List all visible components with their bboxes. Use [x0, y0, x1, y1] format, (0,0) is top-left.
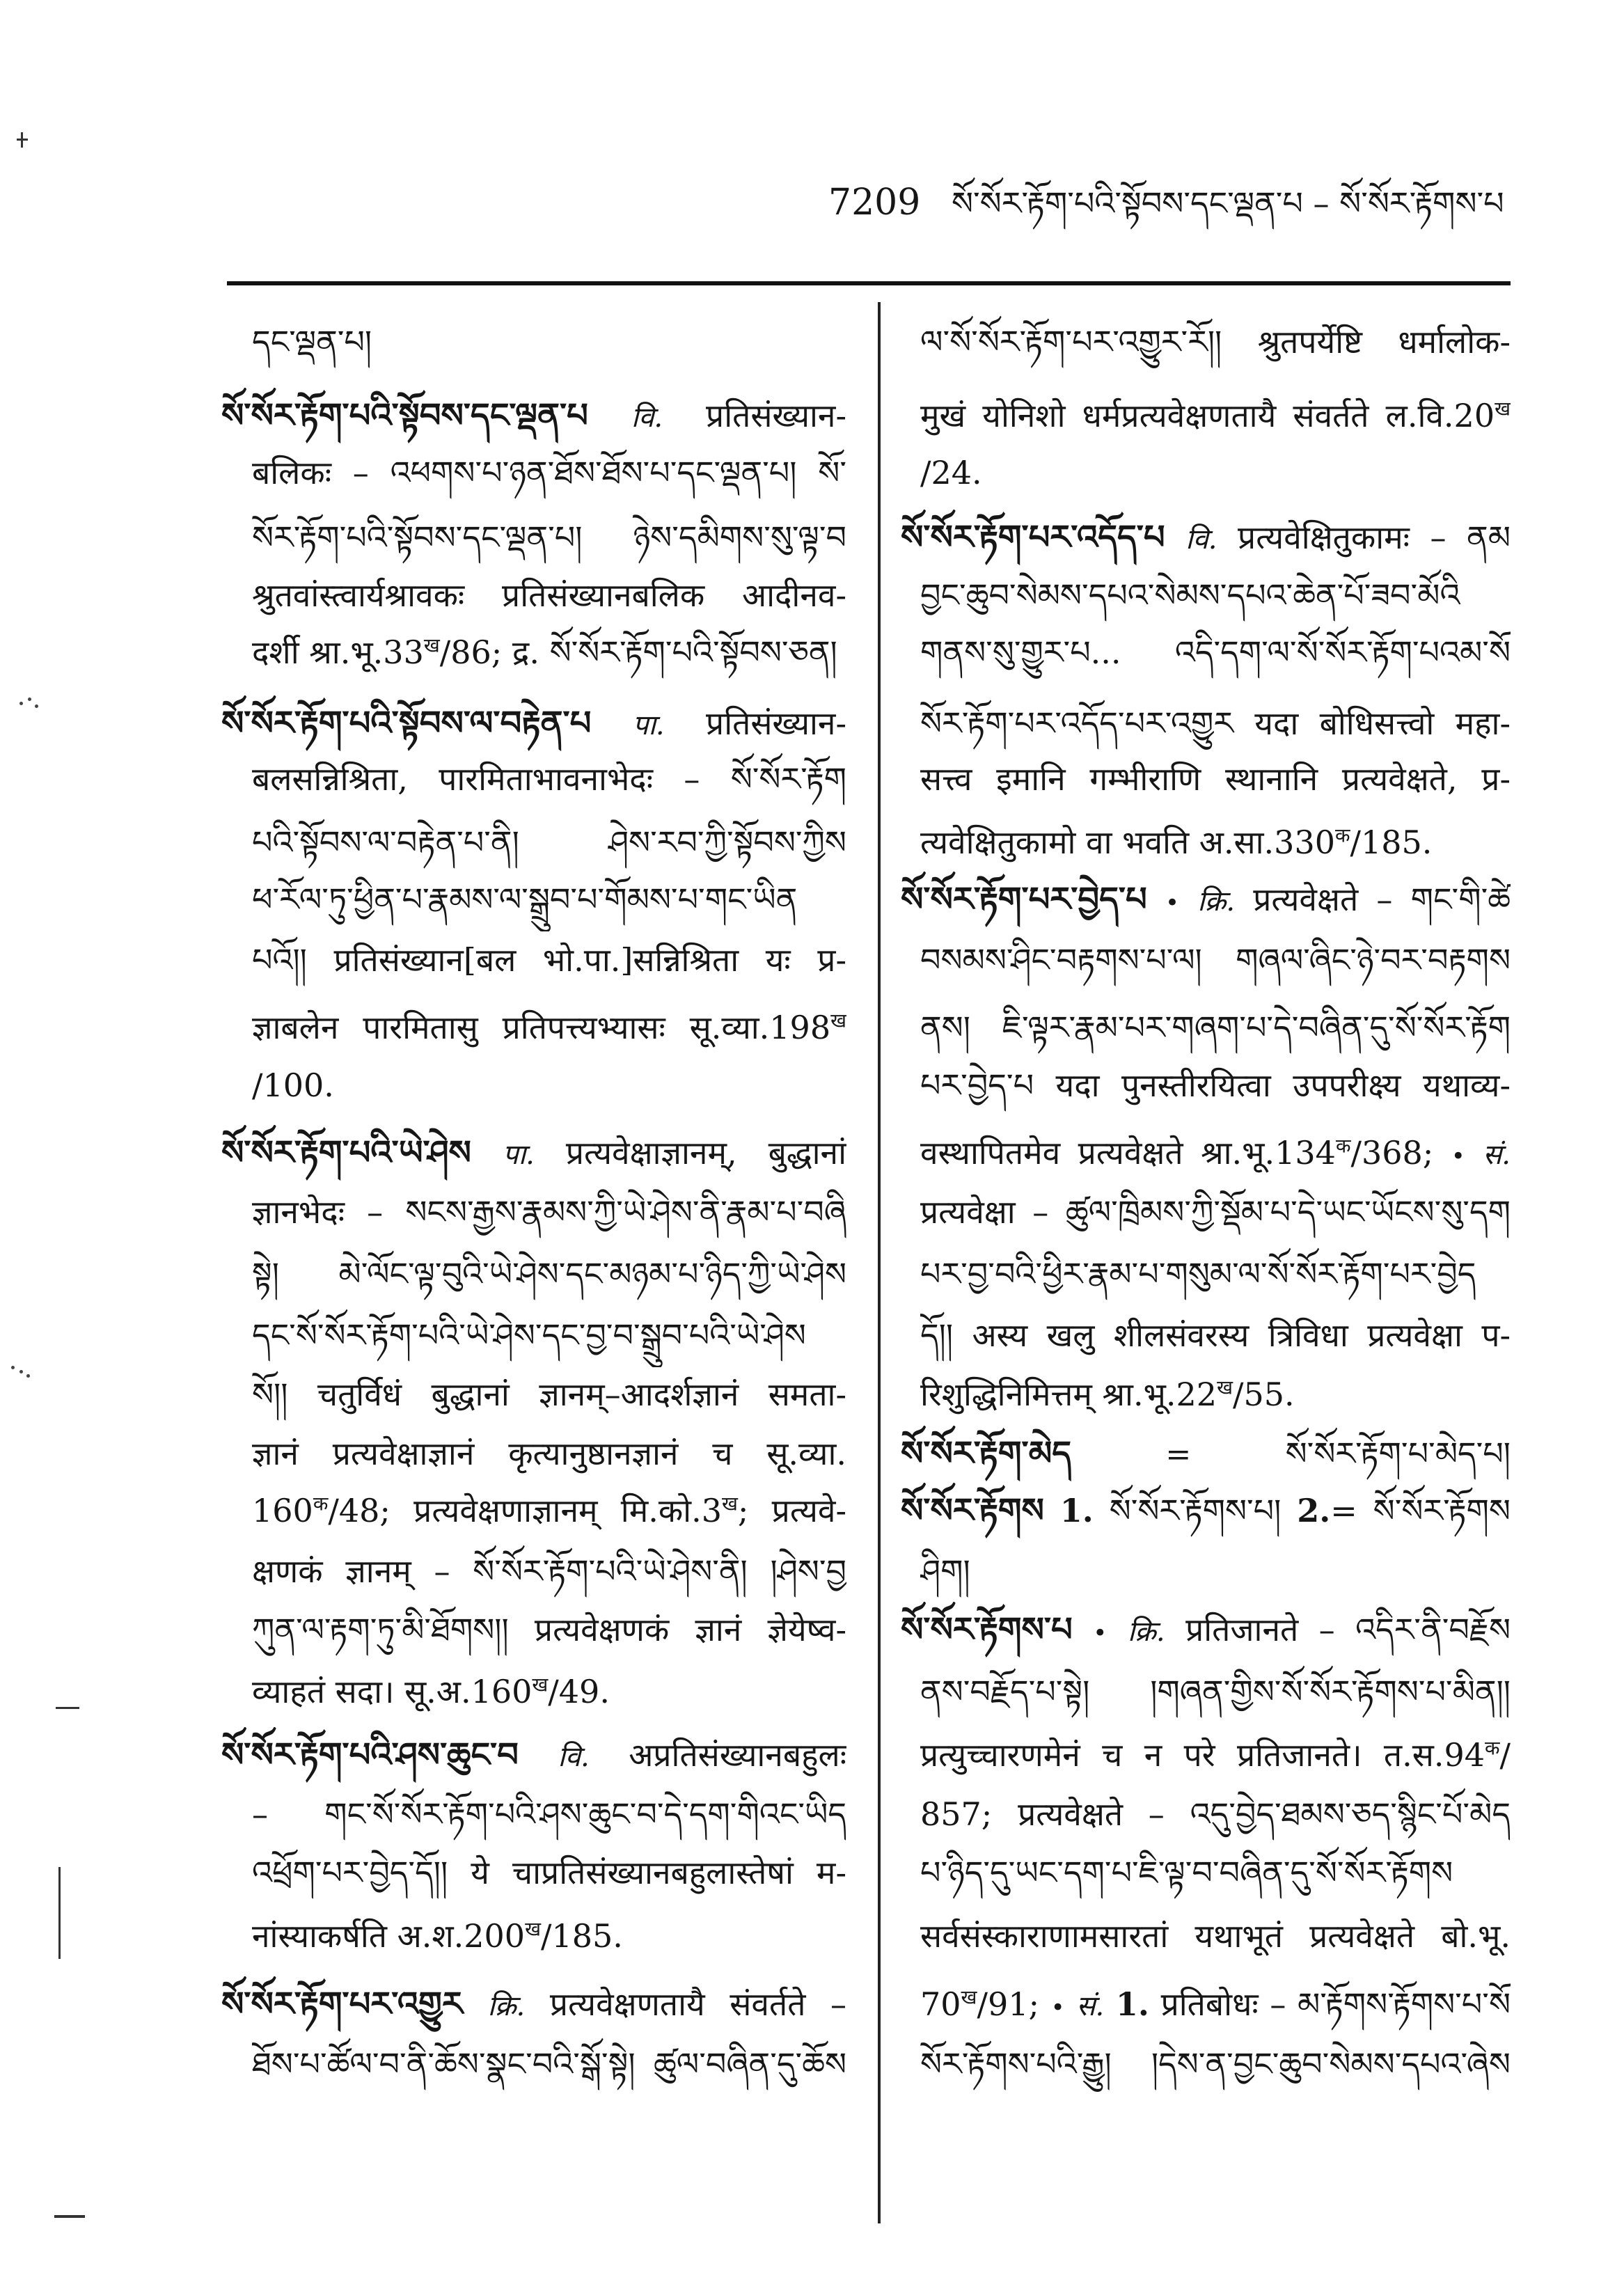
equals-sign: = [1165, 1437, 1192, 1472]
dictionary-line [920, 1307, 1511, 1367]
dictionary-line [920, 2036, 1511, 2096]
header-rule [227, 281, 1511, 285]
text-run: ཤིག། [920, 1552, 970, 1590]
text-run: ज्ञानं प्रत्यवेक्षाज्ञानं कृत्यानुष्ठानज्ञानं च सू.व्या. [252, 1435, 846, 1472]
text-run: प्रत्यवेक्षते – གང་གི་ཚེ [1253, 881, 1511, 918]
headword: སོ་སོར་རྟོགས [901, 1491, 1044, 1530]
dictionary-line [252, 1057, 846, 1117]
text-run: པར་བྱེད་པ यदा पुनस्तीरयित्वा उपपरीक्ष्य यथाव्य- [920, 1066, 1511, 1104]
text-run: སོར་རྟོགས་པའི་རྒྱུ། །དེས་ན་བྱང་ཆུབ་སེམས་དཔའ་ཞེས [920, 2045, 1511, 2083]
scan-mark [26, 1374, 30, 1378]
text-run: त्यवेक्षितुकामो वा भवति अ.सा.330 [920, 824, 1335, 861]
text-run: འཕྲོག་པར་བྱེད་དོ།། ये चाप्रतिसंख्यानबहुलास्तेषां म- [252, 1854, 846, 1891]
dictionary-line [252, 1602, 846, 1662]
superscript-marker: ख [525, 1917, 541, 1941]
text-run: 160 [252, 1492, 313, 1529]
grammar-tag: सं. [1076, 1990, 1105, 2022]
dictionary-line [920, 1976, 1511, 2036]
dictionary-line [252, 1845, 846, 1905]
grammar-tag: वि. [558, 1741, 590, 1773]
text-run: = སོ་སོར་རྟོགས [1330, 1492, 1511, 1529]
scan-mark [28, 698, 31, 701]
dictionary-line [920, 1057, 1511, 1117]
dictionary-line [920, 1908, 1511, 1968]
text-run: प्रतिसंख्यान- [706, 704, 846, 742]
dictionary-line [252, 314, 846, 374]
dictionary-line [901, 872, 1511, 931]
text-run: / [1499, 1736, 1511, 1774]
text-run: सर्वसंस्काराणामसारतां यथाभूतं प्रत्यवेक्षते बो.भू. [920, 1917, 1511, 1955]
headword: སོ་སོར་རྟོག་པའི་ཤས་ཆུང་བ [221, 1735, 519, 1774]
text-run: /55. [1232, 1376, 1295, 1413]
dictionary-line [920, 314, 1511, 374]
column-divider [878, 302, 881, 2223]
scan-mark [19, 1370, 23, 1373]
grammar-tag: पा. [632, 709, 665, 741]
text-run: པའོ།། प्रतिसंख्यान[बल भो.पा.]सन्निश्रिता यः प्र- [252, 941, 846, 979]
superscript-marker: ख [830, 1009, 846, 1032]
text-run: प्रत्यवेक्षितुकामः – ནམ [1238, 519, 1511, 556]
text-run: ; प्रत्यवे- [737, 1492, 846, 1529]
dictionary-line [252, 932, 846, 992]
text-run: वस्थापितमेव प्रत्यवेक्षते श्रा.भू.134 [920, 1134, 1336, 1172]
dictionary-line [920, 1125, 1511, 1185]
scan-mark [11, 1366, 15, 1369]
dictionary-line [920, 1543, 1511, 1603]
dictionary-line [901, 510, 1511, 569]
text-run: གནས་སུ་གྱུར་པ... འདི་དག་ལ་སོ་སོར་རྟོག་པའམ་སོ [920, 633, 1511, 671]
bullet: • [1165, 889, 1180, 917]
dictionary-line [252, 1664, 846, 1724]
text-run: པའི་སྟོབས་ལ་བརྟེན་པ་ནི། ཤེས་རབ་ཀྱི་སྟོབས་ཀྱིས [252, 824, 846, 861]
text-run: /48; प्रत्यवेक्षणाज्ञानम् मि.को.3 [328, 1492, 722, 1529]
dictionary-line [252, 1908, 846, 1968]
superscript-marker: ख [532, 1673, 549, 1696]
bullet: • [1050, 1994, 1065, 2022]
headword: སོ་སོར་རྟོག་པར་འདོད་པ [901, 518, 1165, 557]
grammar-tag: पा. [503, 1139, 535, 1171]
dictionary-line [920, 932, 1511, 992]
dictionary-line [252, 751, 846, 811]
headword: སོ་སོར་རྟོག་པར་འགྱུར [221, 1985, 463, 2024]
dictionary-line [920, 445, 1511, 505]
text-run: 70 [920, 1985, 961, 2023]
running-head: སོ་སོར་རྟོག་པའི་སྟོབས་དང་ལྡན་པ – སོ་སོར་རྟོགས་པ [951, 184, 1504, 222]
text-run: /49. [548, 1673, 610, 1710]
text-run: प्रत्युच्चारणमेनं च न परे प्रतिजानते। त.स.94 [920, 1736, 1485, 1774]
text-run: /86; द्र. སོ་སོར་རྟོག་པའི་སྟོབས་ཅན། [439, 633, 837, 671]
headword: སོ་སོར་རྟོག་མེད [901, 1434, 1072, 1473]
dictionary-line [252, 872, 846, 931]
grammar-tag: वि. [1185, 523, 1217, 556]
text-run: प्रत्यवेक्षा – ཚུལ་ཁྲིམས་ཀྱི་སྡོམ་པ་དེ་ཡང་ཡོངས་སུ་དག [920, 1193, 1511, 1231]
dictionary-line [901, 1426, 1511, 1486]
text-run: ज्ञाबलेन पारमितासु प्रतिपत्त्यभ्यासः सू.व्या.198 [252, 1009, 831, 1046]
dictionary-line [901, 1483, 1511, 1543]
grammar-tag: क्रि. [487, 1990, 526, 2022]
text-run: अप्रतिसंख्यानबहुलः [629, 1736, 846, 1774]
dictionary-line [920, 814, 1511, 874]
headword: སོ་སོར་རྟོག་པའི་སྟོབས་ལ་བརྟེན་པ [221, 704, 592, 743]
bold-number: 1. [1059, 1492, 1094, 1529]
dictionary-line [252, 1483, 846, 1543]
dictionary-line [901, 1602, 1511, 1662]
text-run: པ་ཉིད་དུ་ཡང་དག་པ་ཇི་ལྟ་བ་བཞིན་དུ་སོ་སོར་རྟོགས [920, 1854, 1453, 1891]
dictionary-line [252, 814, 846, 874]
text-run: སོ།། चतुर्विधं बुद्धानां ज्ञानम्–आदर्शज्ञानं समता- [252, 1376, 846, 1413]
dictionary-line [221, 1976, 846, 2036]
superscript-marker: क [1334, 824, 1350, 847]
dictionary-line [252, 1426, 846, 1486]
text-run: /185. [1350, 824, 1433, 861]
superscript-marker: ख [721, 1492, 738, 1515]
dictionary-line [920, 1246, 1511, 1306]
superscript-marker: ख [423, 633, 440, 657]
superscript-marker: ख [961, 1985, 977, 2009]
superscript-marker: क [313, 1492, 329, 1515]
dictionary-line [920, 1845, 1511, 1905]
dictionary-line [920, 388, 1511, 448]
dictionary-line [252, 2036, 846, 2096]
text-run: ནས། ཇི་ལྟར་རྣམ་པར་གཞག་པ་དེ་བཞིན་དུ་སོ་སོར་རྟོག [920, 1009, 1511, 1046]
headword: སོ་སོར་རྟོག་པའི་ཡེ་ཤེས [221, 1133, 471, 1172]
text-run: བྱང་ཆུབ་སེམས་དཔའ་སེམས་དཔའ་ཆེན་པོ་ཟབ་མོའི [920, 576, 1460, 614]
dictionary-line [920, 1367, 1511, 1426]
dictionary-line [920, 1000, 1511, 1060]
text-run: श्रुतवांस्त्वार्यश्रावकः प्रतिसंख्यानबलिक आदीनव- [252, 576, 846, 614]
superscript-marker: क [1484, 1736, 1500, 1760]
dictionary-line [920, 695, 1511, 755]
text-run: དང་ལྡན་པ། [252, 323, 372, 361]
dictionary-line [920, 1786, 1511, 1846]
dictionary-line [252, 1184, 846, 1244]
text-run: སོ་སོར་རྟོག་པ་མེད་པ། [1285, 1435, 1511, 1472]
dictionary-line [221, 1125, 846, 1185]
text-run: बलिकः – འཕགས་པ་ཉན་ཐོས་ཐོས་པ་དང་ལྡན་པ། སོ་ [252, 454, 846, 491]
dictionary-line [221, 388, 846, 448]
text-run: प्रतिसंख्यान- [706, 397, 846, 434]
dictionary-line [252, 567, 846, 627]
text-run: དང་སོ་སོར་རྟོག་པའི་ཡེ་ཤེས་དང་བྱ་བ་སྒྲུབ་པའི་ཡེ་ཤེས [252, 1316, 806, 1354]
dictionary-line [252, 445, 846, 505]
superscript-marker: ख [1217, 1376, 1233, 1399]
text-run: སོ་སོར་རྟོགས་པ། [1093, 1492, 1298, 1529]
scan-mark [54, 2215, 85, 2218]
text-run: प्रतिजानते – འདིར་ནི་བརྗོས [1185, 1611, 1511, 1648]
dictionary-line [252, 1786, 846, 1846]
text-run: ཐོས་པ་ཚོལ་བ་ནི་ཆོས་སྣང་བའི་སྒོ་སྟེ། ཚུལ་བཞིན་དུ་ཆོས [252, 2045, 846, 2083]
running-header [828, 173, 1552, 233]
text-run: रिशुद्धिनिमित्तम् श्रा.भू.22 [920, 1376, 1217, 1413]
dictionary-line [920, 751, 1511, 811]
text-run: བསམས་ཤིང་བརྟགས་པ་ལ། གཞལ་ཞིང་ཉེ་བར་བརྟགས [920, 941, 1511, 979]
dictionary-line [252, 510, 846, 569]
dictionary-line [920, 1184, 1511, 1244]
text-run: /368; [1350, 1134, 1451, 1172]
dictionary-line [252, 1246, 846, 1306]
scan-mark [58, 1867, 61, 1959]
dictionary-line [920, 1727, 1511, 1787]
text-run: दर्शी श्रा.भू.33 [252, 633, 424, 671]
bullet: • [1093, 1619, 1107, 1647]
dictionary-line [920, 1664, 1511, 1724]
dictionary-line [920, 624, 1511, 684]
dictionary-line [221, 695, 846, 755]
text-run: ནས་བརྗོད་པ་སྟེ། །གཞན་གྱིས་སོ་སོར་རྟོགས་པ་མིན།། [920, 1673, 1511, 1710]
text-run: क्षणकं ज्ञानम् – སོ་སོར་རྟོག་པའི་ཡེ་ཤེས་ནི། །ཤེས་བྱ [252, 1552, 846, 1590]
text-run: प्रतिबोधः – མ་རྟོགས་རྟོགས་པ་སོ [1149, 1985, 1511, 2023]
text-run: – གང་སོ་སོར་རྟོག་པའི་ཤས་ཆུང་བ་དེ་དག་གིའང་ཡིད [252, 1795, 846, 1833]
text-run: प्रत्यवेक्षाज्ञानम्, बुद्धानां [565, 1134, 846, 1172]
bold-number: 2. [1297, 1492, 1331, 1529]
dictionary-line [252, 1307, 846, 1367]
text-run: /100. [252, 1066, 334, 1104]
text-run: སོར་རྟོག་པའི་སྟོབས་དང་ལྡན་པ། ཉེས་དམིགས་སུ་ལྟ་བ [252, 519, 846, 556]
text-run: ज्ञानभेदः – སངས་རྒྱས་རྣམས་ཀྱི་ཡེ་ཤེས་ནི་རྣམ་པ་བཞི [252, 1193, 846, 1231]
text-run: व्याहतं सदा। सू.अ.160 [252, 1673, 533, 1710]
dictionary-line [252, 1367, 846, 1426]
grammar-tag: सं. [1483, 1139, 1511, 1171]
superscript-marker: ख [1495, 397, 1511, 420]
page-number: 7209 [828, 182, 921, 223]
dictionary-line [252, 624, 846, 684]
dictionary-line [920, 567, 1511, 627]
scan-mark [17, 139, 28, 141]
dictionary-line [252, 1000, 846, 1060]
scan-mark [35, 704, 38, 708]
text-run: /91; [977, 1985, 1051, 2023]
text-run: /24. [920, 454, 982, 491]
text-run: 857; प्रत्यवेक्षते – འདུ་བྱེད་ཐམས་ཅད་སྙིང་པོ་མེད [920, 1795, 1511, 1833]
text-run: प्रत्यवेक्षणतायै संवर्तते – [549, 1985, 846, 2023]
text-run: नांस्याकर्षति अ.श.200 [252, 1917, 526, 1955]
dictionary-line [221, 1727, 846, 1787]
text-run: ལ་སོ་སོར་རྟོག་པར་འགྱུར་རོ།། श्रुतपर्येष्टि धर्मालोक- [920, 323, 1511, 361]
bullet: • [1451, 1142, 1465, 1170]
bold-number: 1. [1115, 1985, 1149, 2023]
text-run: ཕ་རོལ་ཏུ་ཕྱིན་པ་རྣམས་ལ་སྒྲུབ་པ་གོམས་པ་གང་ཡིན [252, 881, 798, 918]
scan-mark [19, 702, 23, 705]
headword: སོ་སོར་རྟོགས་པ [901, 1610, 1073, 1649]
text-run: སོར་རྟོག་པར་འདོད་པར་འགྱུར यदा बोधिसत्त्वो महा- [920, 704, 1511, 742]
superscript-marker: क [1335, 1134, 1351, 1158]
scan-mark [56, 1707, 79, 1709]
dictionary-line [252, 1543, 846, 1603]
grammar-tag: वि. [631, 402, 663, 434]
text-run: सत्त्व इमानि गम्भीराणि स्थानानि प्रत्यवेक्षते, प्र- [920, 760, 1511, 798]
headword: སོ་སོར་རྟོག་པར་བྱེད་པ [901, 880, 1147, 919]
text-run: बलसन्निश्रिता, पारमिताभावनाभेदः – སོ་སོར་རྟོག [252, 760, 846, 798]
grammar-tag: क्रि. [1127, 1616, 1165, 1648]
text-run: དོ།། अस्य खलु शीलसंवरस्य त्रिविधा प्रत्यवेक्षा प- [920, 1316, 1511, 1354]
text-run: པར་བྱ་བའི་ཕྱིར་རྣམ་པ་གསུམ་ལ་སོ་སོར་རྟོག་པར་བྱེད [920, 1255, 1476, 1293]
text-run: मुखं योनिशो धर्मप्रत्यवेक्षणतायै संवर्तते ल.वि.20 [920, 397, 1495, 434]
text-run: /185. [540, 1917, 623, 1955]
grammar-tag: क्रि. [1197, 885, 1236, 917]
text-run: ཀུན་ལ་རྟག་ཏུ་མི་ཐོགས།། प्रत्यवेक्षणकं ज्ञानं ज्ञेयेष्व- [252, 1611, 846, 1648]
text-run: སྟེ། མེ་ལོང་ལྟ་བུའི་ཡེ་ཤེས་དང་མཉམ་པ་ཉིད་ཀྱི་ཡེ་ཤེས [252, 1255, 846, 1293]
headword: སོ་སོར་རྟོག་པའི་སྟོབས་དང་ལྡན་པ [221, 396, 588, 435]
